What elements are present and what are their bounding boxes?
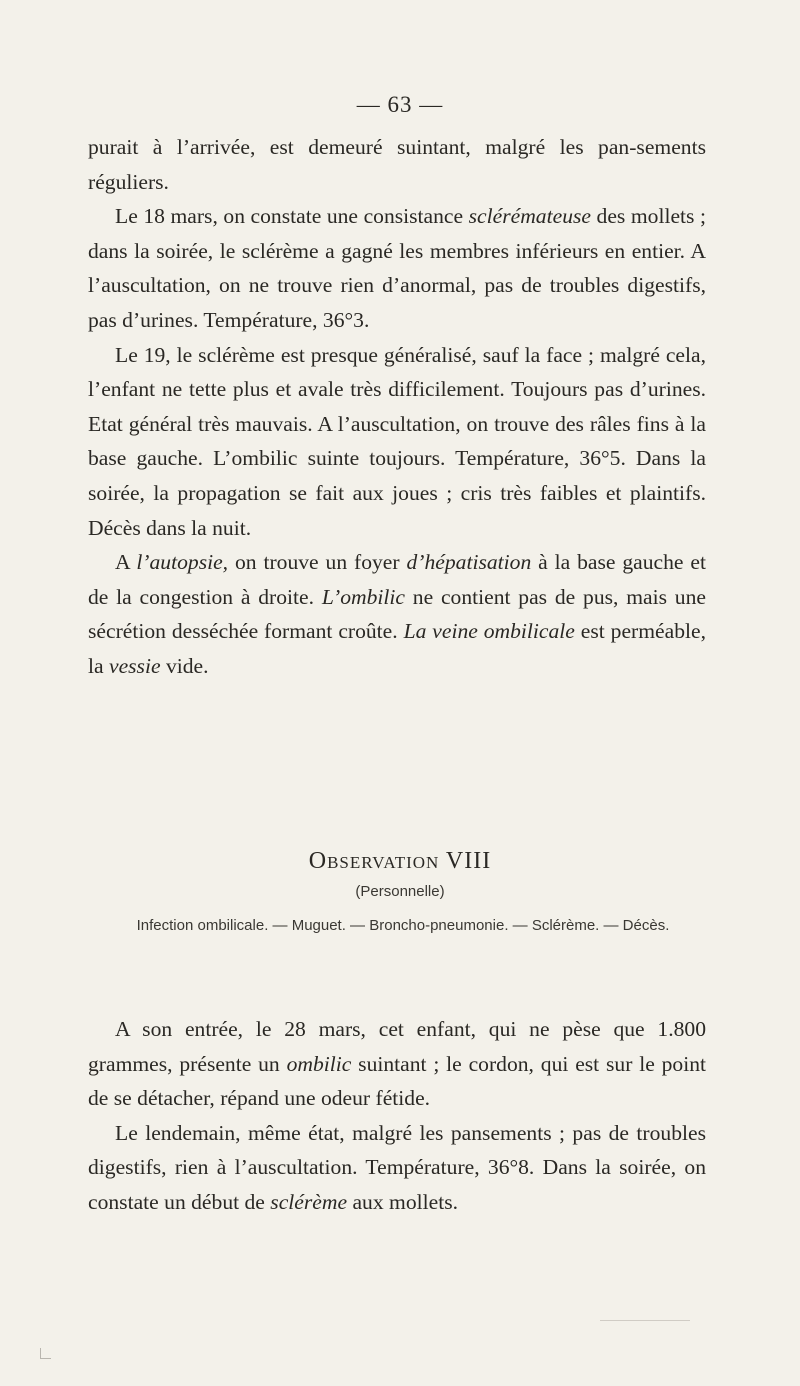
text-run: est perméable, la xyxy=(88,619,706,678)
text-run: aux mollets. xyxy=(347,1189,458,1214)
corner-mark xyxy=(40,1348,51,1359)
paragraph xyxy=(88,1012,706,1116)
text-run: purait à l’arrivée, est demeuré suintant, malgré les pan-sements réguliers. xyxy=(88,135,706,194)
italic-term: l’autopsie, xyxy=(136,550,229,575)
observation-subtitle: (Personnelle) xyxy=(355,883,445,900)
paragraph xyxy=(88,338,706,546)
italic-term: sclérème xyxy=(270,1189,348,1214)
text-run: A xyxy=(115,550,137,575)
paragraph xyxy=(88,199,706,337)
text-run: vide. xyxy=(160,653,209,678)
paragraph xyxy=(88,545,706,683)
page-number: — 63 — xyxy=(356,92,444,117)
text-run: on trouve un foyer xyxy=(228,550,407,575)
text-run: Le 18 mars, on constate une consistance xyxy=(115,204,469,229)
print-artifact-line xyxy=(600,1320,690,1321)
text-run: ne contient pas de pus, mais une sécrétion desséchée formant croûte. xyxy=(88,584,706,644)
observation-summary: Infection ombilicale. — Muguet. — Broncho-pneumonie. — Sclérème. — Décès. xyxy=(136,917,670,934)
text-run: à la base gauche et de la congestion à droite. xyxy=(88,550,706,609)
italic-term: L’ombilic xyxy=(321,584,405,609)
observation-title-word: Observation xyxy=(308,848,440,874)
text-run: Le 19, le sclérème est presque généralisé, sauf la face ; malgré cela, l’enfant ne tette plus et avale très difficilement. Toujours pas d’urines. Etat général très mauvais. A l’auscultation, on trouve des râles fins à la base gauche. L’ombilic suinte toujours. Température, 36°5. Dans la soirée, la propagation se fait aux joues ; cris très faibles et plaintifs. Décès dans la nuit. xyxy=(88,342,706,540)
paragraph xyxy=(88,1116,706,1220)
paragraph xyxy=(88,130,706,199)
text-run: A son entrée, le 28 mars, cet enfant, qui ne pèse que 1.800 grammes, présente un xyxy=(88,1017,706,1076)
text-run: suintant ; le cordon, qui est sur le point de se détacher, répand une odeur fétide. xyxy=(88,1051,707,1111)
observation-title-number: VIII xyxy=(445,848,492,874)
italic-term: ombilic xyxy=(286,1051,352,1076)
text-block-bottom xyxy=(88,1012,706,1220)
italic-term: La veine ombilicale xyxy=(403,619,575,644)
italic-term: vessie xyxy=(108,653,161,678)
text-run: Le lendemain, même état, malgré les pansements ; pas de troubles digestifs, rien à l’auscultation. Température, 36°8. Dans la soirée, on constate un début de xyxy=(88,1120,706,1214)
italic-term: d’hépatisation xyxy=(406,550,532,575)
text-run: des mollets ; dans la soirée, le sclérème a gagné les membres inférieurs en entier. A l’auscultation, on ne trouve rien d’anormal, pas de troubles digestifs, pas d’urines. Température, 36°3. xyxy=(88,204,706,332)
italic-term: sclérémateuse xyxy=(468,204,591,229)
observation-title xyxy=(0,848,800,875)
text-block-top xyxy=(88,130,706,684)
